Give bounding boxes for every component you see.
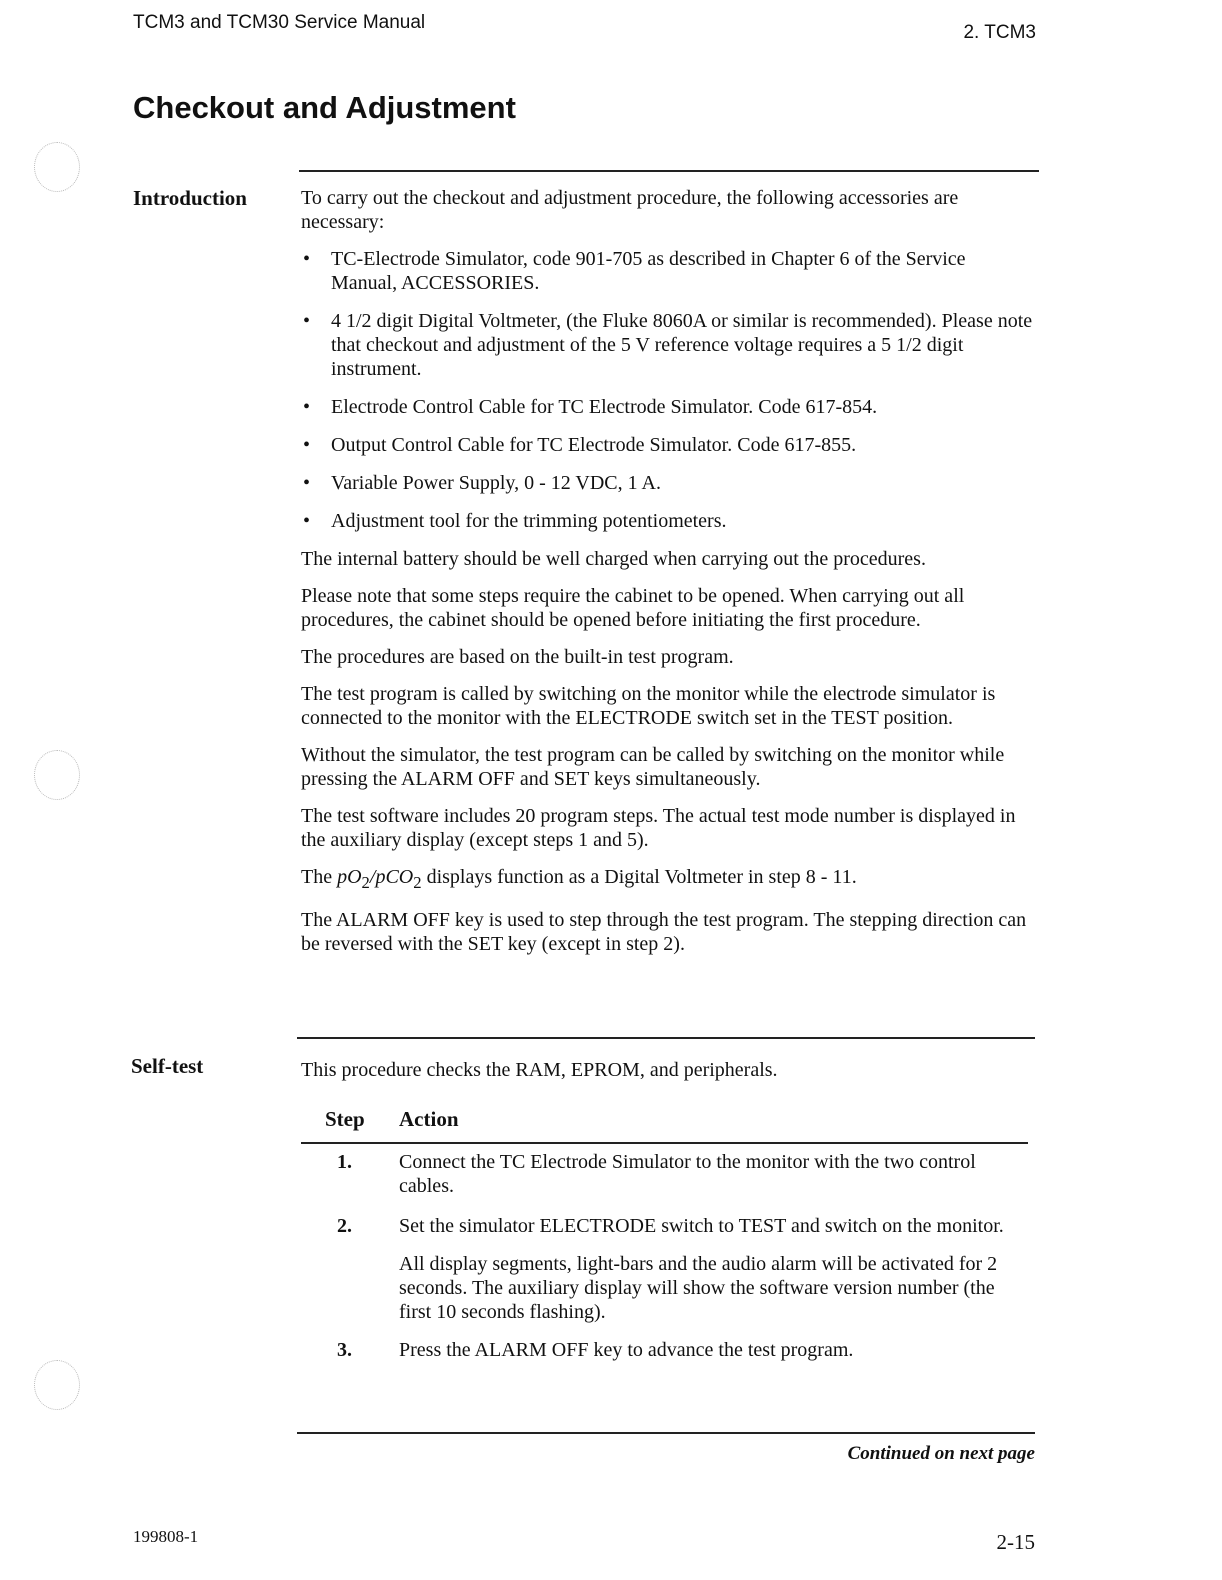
continued-note: Continued on next page: [847, 1443, 1035, 1464]
header-manual-title: TCM3 and TCM30 Service Manual: [133, 12, 426, 33]
introduction-heading: Introduction: [133, 186, 247, 210]
paragraph: The test program is called by switching on the monitor while the electrode simulator is connected to the monitor with the ELECTRODE switch set in the TEST position.: [301, 683, 996, 729]
section-divider: [299, 170, 1039, 172]
list-item: • TC-Electrode Simulator, code 901-705 as described in Chapter 6 of the Service Manual, ACCESSORIES.: [303, 248, 966, 294]
paragraph: The procedures are based on the built-in test program.: [301, 646, 734, 668]
selftest-lead: This procedure checks the RAM, EPROM, and peripherals.: [301, 1059, 778, 1081]
list-item: • Variable Power Supply, 0 - 12 VDC, 1 A.: [303, 472, 661, 494]
list-item: • 4 1/2 digit Digital Voltmeter, (the Fluke 8060A or similar is recommended). Please note that checkout and adjustment of the 5 V reference voltage requires a 5 1/2 digit instrument.: [303, 310, 1033, 380]
introduction-body: [301, 186, 1036, 969]
paragraph: The internal battery should be well charged when carrying out the procedures.: [301, 548, 926, 570]
step-column-header: Step: [325, 1107, 365, 1131]
step-note: All display segments, light-bars and the audio alarm will be activated for 2 seconds. The auxiliary display will show the software version number (the first 10 seconds flashing).: [399, 1253, 998, 1323]
paragraph: Without the simulator, the test program can be called by switching on the monitor while pressing the ALARM OFF and SET keys simultaneously.: [301, 744, 1005, 790]
dvm-paragraph: The $pO_2/pCO_2$ displays function as a Digital Voltmeter in step 8 - 11.: [301, 866, 857, 892]
footer-page-number: 2-15: [996, 1530, 1035, 1554]
bullet-icon: •: [303, 396, 311, 418]
section-divider: [297, 1432, 1035, 1434]
section-divider: [297, 1037, 1035, 1039]
list-item: • Adjustment tool for the trimming potentiometers.: [303, 510, 727, 532]
header-chapter: 2. TCM3: [963, 22, 1036, 43]
table-row: 1. Connect the TC Electrode Simulator to the monitor with the two control cables.: [337, 1151, 976, 1197]
paragraph: The test software includes 20 program steps. The actual test mode number is displayed in the auxiliary display (except steps 1 and 5).: [301, 805, 1016, 851]
punch-hole-mark: [34, 750, 80, 800]
action-column-header: Action: [399, 1107, 459, 1131]
punch-hole-mark: [34, 1360, 80, 1410]
bullet-icon: •: [303, 510, 311, 532]
table-header-rule: [301, 1142, 1028, 1144]
page-title: Checkout and Adjustment: [133, 90, 516, 125]
paragraph: Please note that some steps require the cabinet to be opened. When carrying out all procedures, the cabinet should be opened before initiating the first procedure.: [301, 585, 965, 631]
accessory-list: [301, 247, 1036, 533]
paragraph: The ALARM OFF key is used to step through the test program. The stepping direction can be reversed with the SET key (except in step 2).: [301, 909, 1027, 955]
list-item: • Electrode Control Cable for TC Electrode Simulator. Code 617-854.: [303, 396, 878, 418]
punch-hole-mark: [34, 142, 80, 192]
bullet-icon: •: [303, 472, 311, 494]
bullet-icon: •: [303, 248, 311, 270]
steps-table: [301, 1150, 1029, 1362]
table-row: 2. Set the simulator ELECTRODE switch to TEST and switch on the monitor. All display segments, light-bars and the audio alarm will be activated for 2 seconds. The auxiliary display will show the software version number (the first 10 seconds flashing).: [301, 1214, 1029, 1324]
bullet-icon: •: [303, 310, 311, 332]
list-item: • Output Control Cable for TC Electrode Simulator. Code 617-855.: [303, 434, 857, 456]
table-row: 3. Press the ALARM OFF key to advance the test program.: [337, 1339, 854, 1361]
bullet-icon: •: [303, 434, 311, 456]
selftest-heading: Self-test: [131, 1054, 204, 1078]
footer-doc-number: 199808-1: [133, 1527, 199, 1546]
introduction-lead: To carry out the checkout and adjustment procedure, the following accessories are necessary:: [301, 187, 959, 233]
